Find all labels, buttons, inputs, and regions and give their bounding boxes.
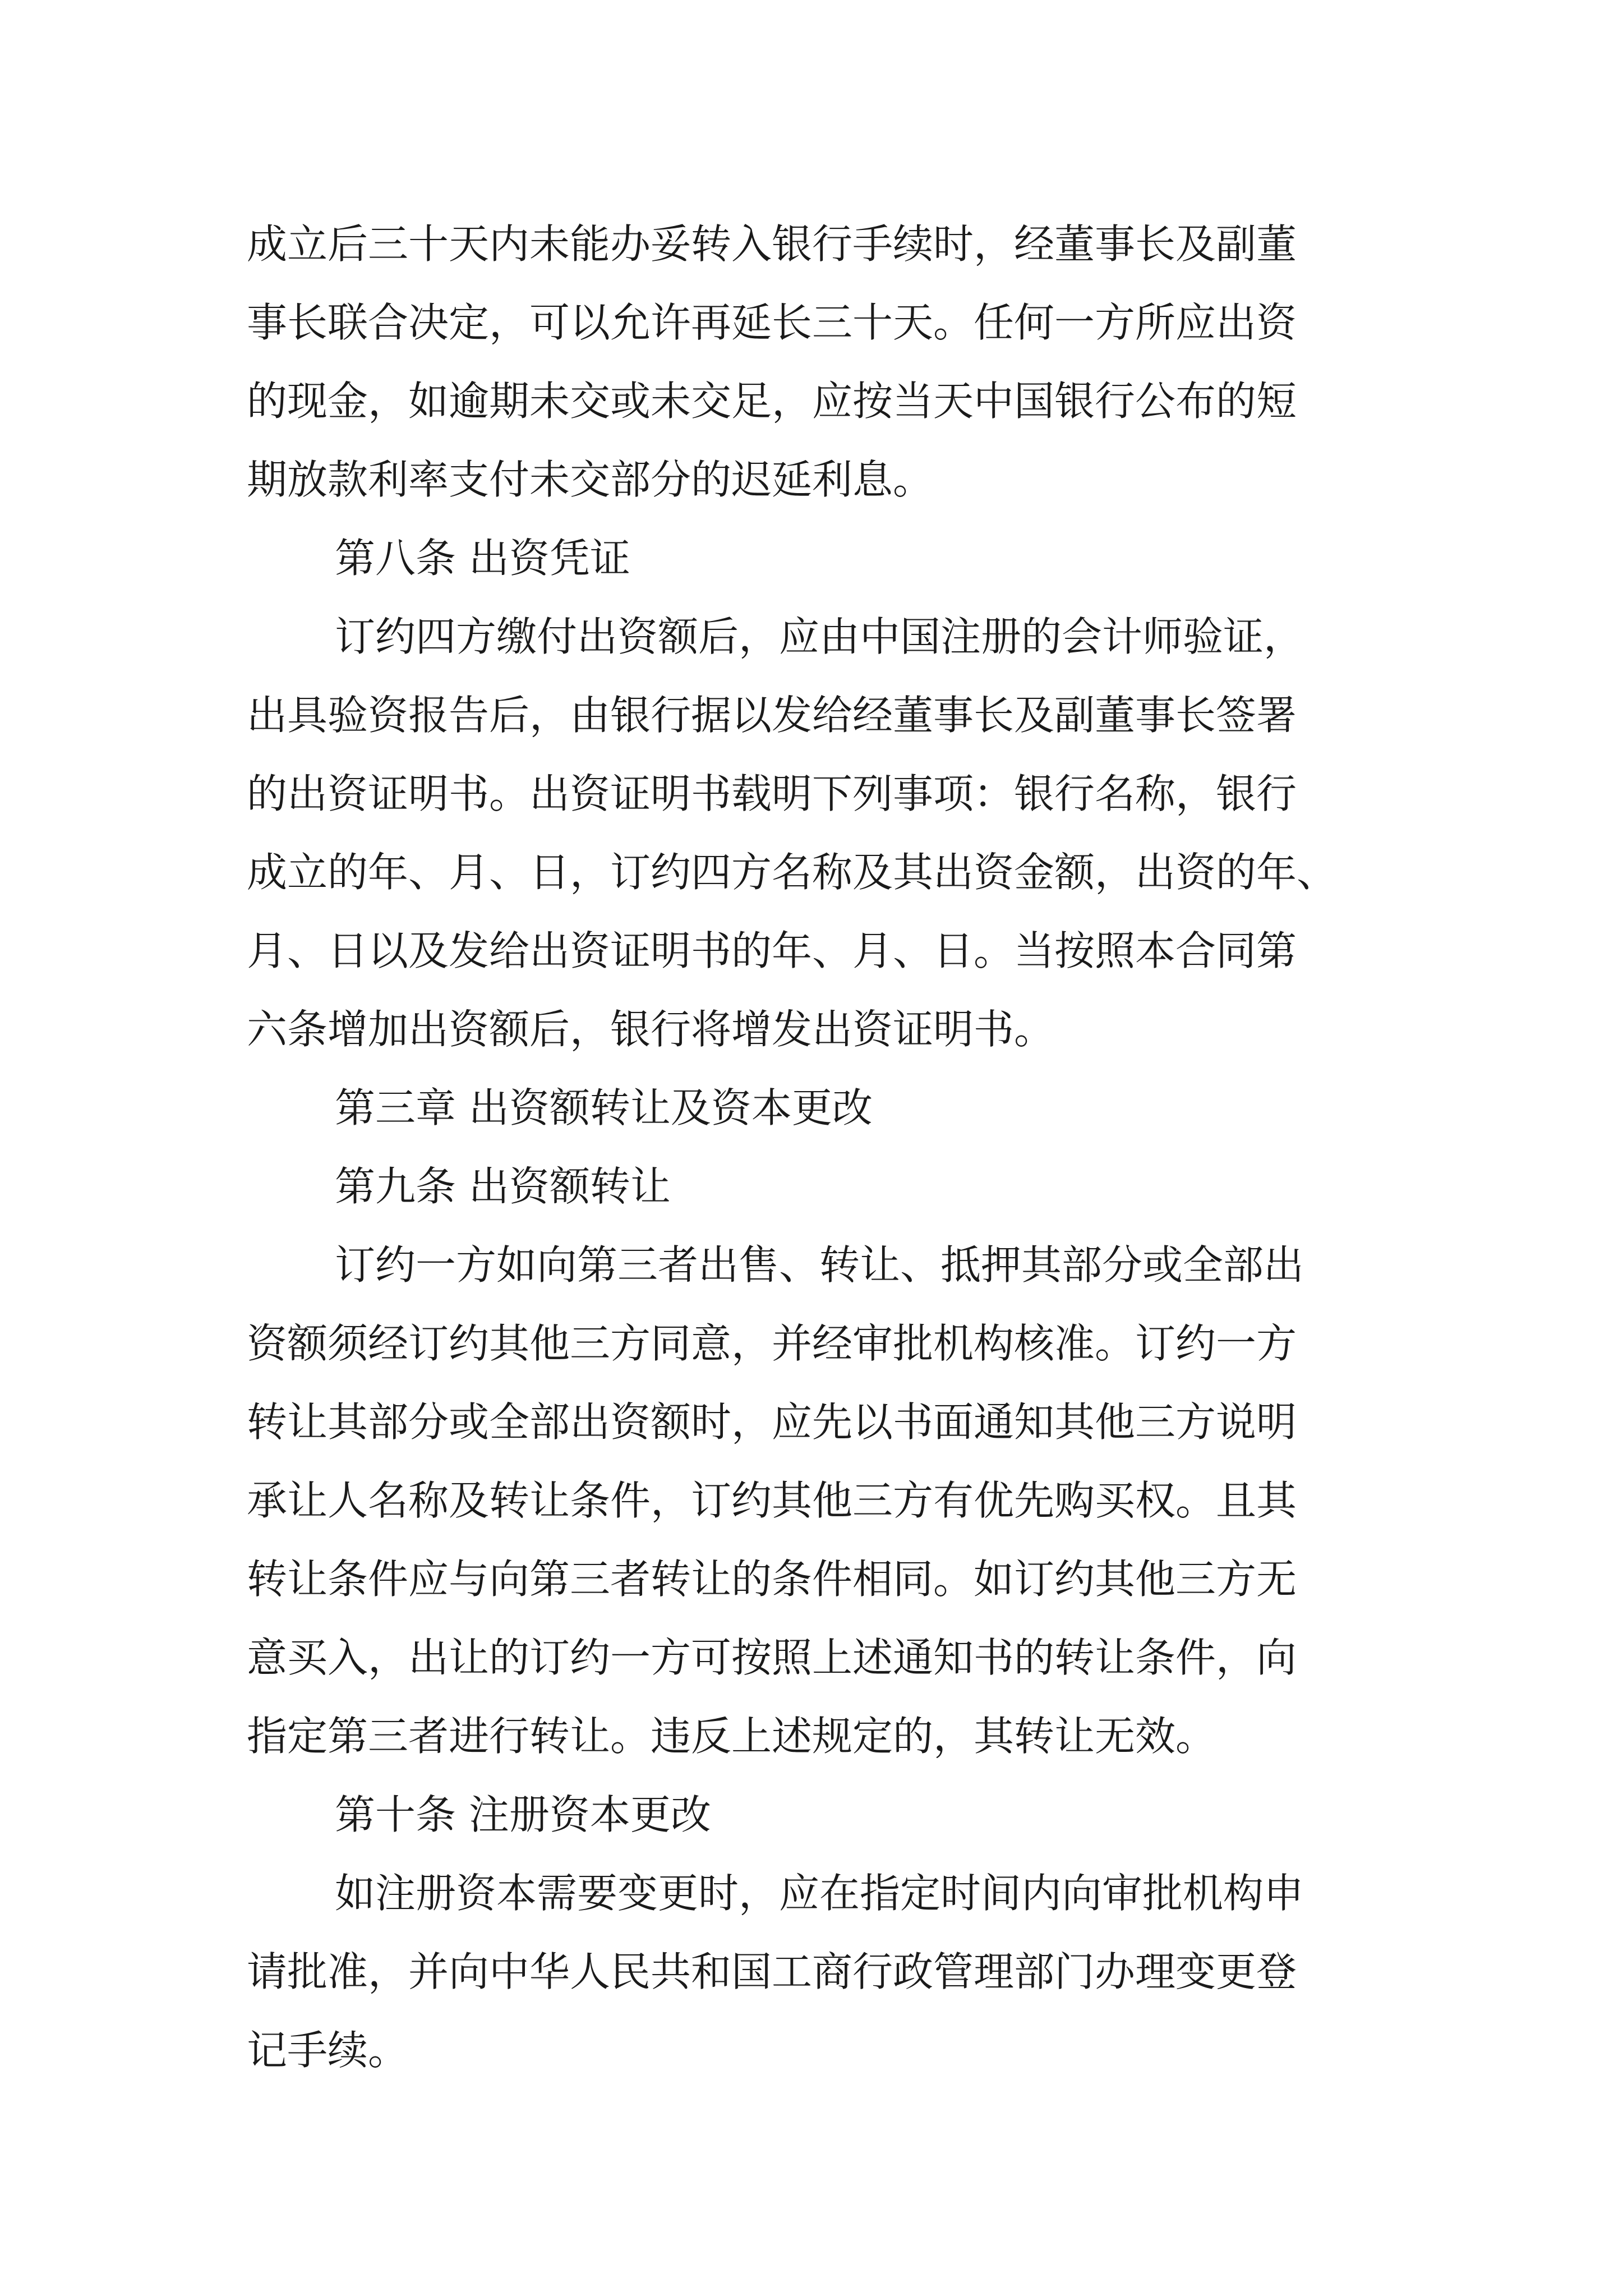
body-text-line: 事长联合决定，可以允许再延长三十天。任何一方所应出资	[247, 299, 1297, 346]
body-text-line: 订约四方缴付出资额后，应由中国注册的会计师验证，	[335, 613, 1304, 660]
body-text-line: 指定第三者进行转让。违反上述规定的，其转让无效。	[247, 1713, 1216, 1760]
body-text-line: 意买入，出让的订约一方可按照上述通知书的转让条件，向	[247, 1634, 1297, 1681]
body-text-line: 承让人名称及转让条件，订约其他三方有优先购买权。且其	[247, 1477, 1297, 1524]
body-text-line: 的出资证明书。出资证明书载明下列事项：银行名称，银行	[247, 770, 1297, 817]
body-text-line: 的现金，如逾期未交或未交足，应按当天中国银行公布的短	[247, 378, 1297, 425]
body-text-line: 如注册资本需要变更时，应在指定时间内向审批机构申	[335, 1870, 1304, 1917]
body-text-line: 转让条件应与向第三者转让的条件相同。如订约其他三方无	[247, 1556, 1297, 1603]
body-text-line: 订约一方如向第三者出售、转让、抵押其部分或全部出	[335, 1241, 1304, 1289]
body-text-line: 成立的年、月、日，订约四方名称及其出资金额，出资的年、	[247, 849, 1338, 896]
article-heading: 第十条 注册资本更改	[335, 1791, 711, 1838]
body-text-line: 月、日以及发给出资证明书的年、月、日。当按照本合同第	[247, 927, 1297, 974]
article-heading: 第九条 出资额转让	[335, 1163, 671, 1210]
body-text-line: 请批准，并向中华人民共和国工商行政管理部门办理变更登	[247, 1948, 1297, 1995]
chapter-heading: 第三章 出资额转让及资本更改	[335, 1084, 873, 1131]
body-text-line: 六条增加出资额后，银行将增发出资证明书。	[247, 1006, 1055, 1053]
article-heading: 第八条 出资凭证	[335, 535, 630, 582]
body-text-line: 资额须经订约其他三方同意，并经审批机构核准。订约一方	[247, 1320, 1297, 1367]
body-text-line: 出具验资报告后，由银行据以发给经董事长及副董事长签署	[247, 692, 1297, 739]
body-text-line: 转让其部分或全部出资额时，应先以书面通知其他三方说明	[247, 1398, 1297, 1446]
body-text-line: 记手续。	[247, 2027, 409, 2074]
body-text-line: 期放款利率支付未交部分的迟延利息。	[247, 456, 934, 503]
body-text-line: 成立后三十天内未能办妥转入银行手续时，经董事长及副董	[247, 220, 1297, 268]
